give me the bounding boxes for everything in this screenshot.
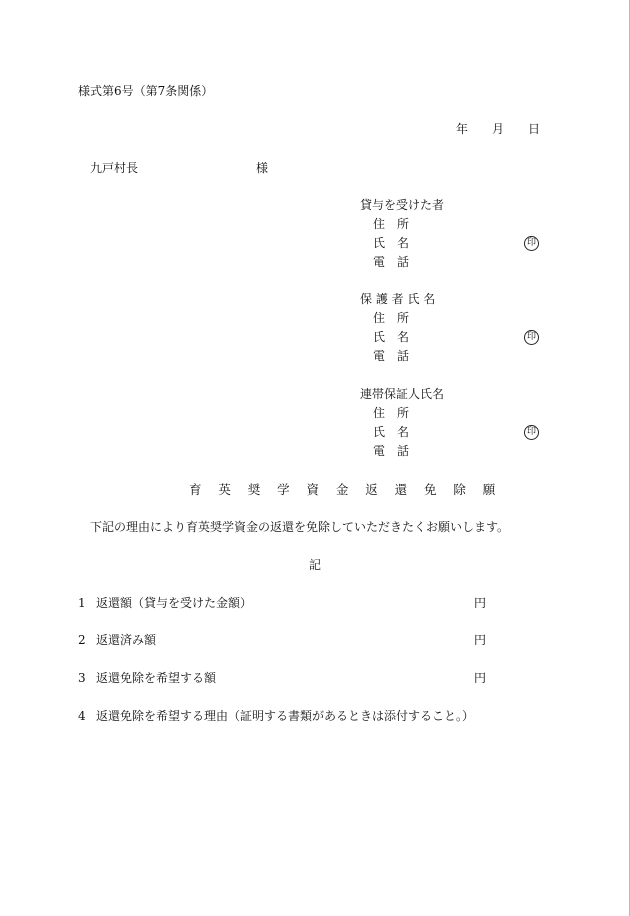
guarantor-heading: 連帯保証人氏名 <box>360 387 445 401</box>
item-2-number: 2 <box>78 633 86 647</box>
date-year: 年 <box>456 122 469 136</box>
body-text: 下記の理由により育英奨学資金の返還を免除していただきたくお願いします。 <box>90 520 510 534</box>
item-1-unit: 円 <box>474 596 487 610</box>
document-title: 育英奨学資金返還免除願 <box>189 482 513 497</box>
item-1-label: 返還額（貸与を受けた金額） <box>96 596 253 610</box>
guarantor-name-label: 氏 名 <box>373 425 410 439</box>
date-day: 日 <box>528 122 541 136</box>
borrower-heading: 貸与を受けた者 <box>360 198 445 212</box>
guardian-seal-mark: 印 <box>524 330 539 345</box>
guardian-address-label: 住 所 <box>373 311 410 325</box>
item-2-unit: 円 <box>474 633 487 647</box>
borrower-phone-label: 電 話 <box>373 255 410 269</box>
item-3-label: 返還免除を希望する額 <box>96 671 217 685</box>
addressee-honorific: 様 <box>256 161 269 175</box>
guarantor-phone-label: 電 話 <box>373 444 410 458</box>
item-1-number: 1 <box>78 596 86 610</box>
guardian-heading: 保 護 者 氏 名 <box>360 292 436 306</box>
item-2-label: 返還済み額 <box>96 633 157 647</box>
item-4-number: 4 <box>78 709 86 723</box>
guarantor-seal-mark: 印 <box>524 425 539 440</box>
item-3-unit: 円 <box>474 671 487 685</box>
item-4-label: 返還免除を希望する理由（証明する書類があるときは添付すること。） <box>96 709 475 723</box>
date-month: 月 <box>492 122 505 136</box>
ki-heading: 記 <box>309 558 322 572</box>
item-3-number: 3 <box>78 671 86 685</box>
guarantor-address-label: 住 所 <box>373 406 410 420</box>
addressee-name: 九戸村長 <box>90 161 139 175</box>
guardian-name-label: 氏 名 <box>373 330 410 344</box>
borrower-seal-mark: 印 <box>524 236 539 251</box>
form-number: 様式第6号（第7条関係） <box>78 84 214 98</box>
borrower-address-label: 住 所 <box>373 217 410 231</box>
borrower-name-label: 氏 名 <box>373 236 410 250</box>
guardian-phone-label: 電 話 <box>373 349 410 363</box>
